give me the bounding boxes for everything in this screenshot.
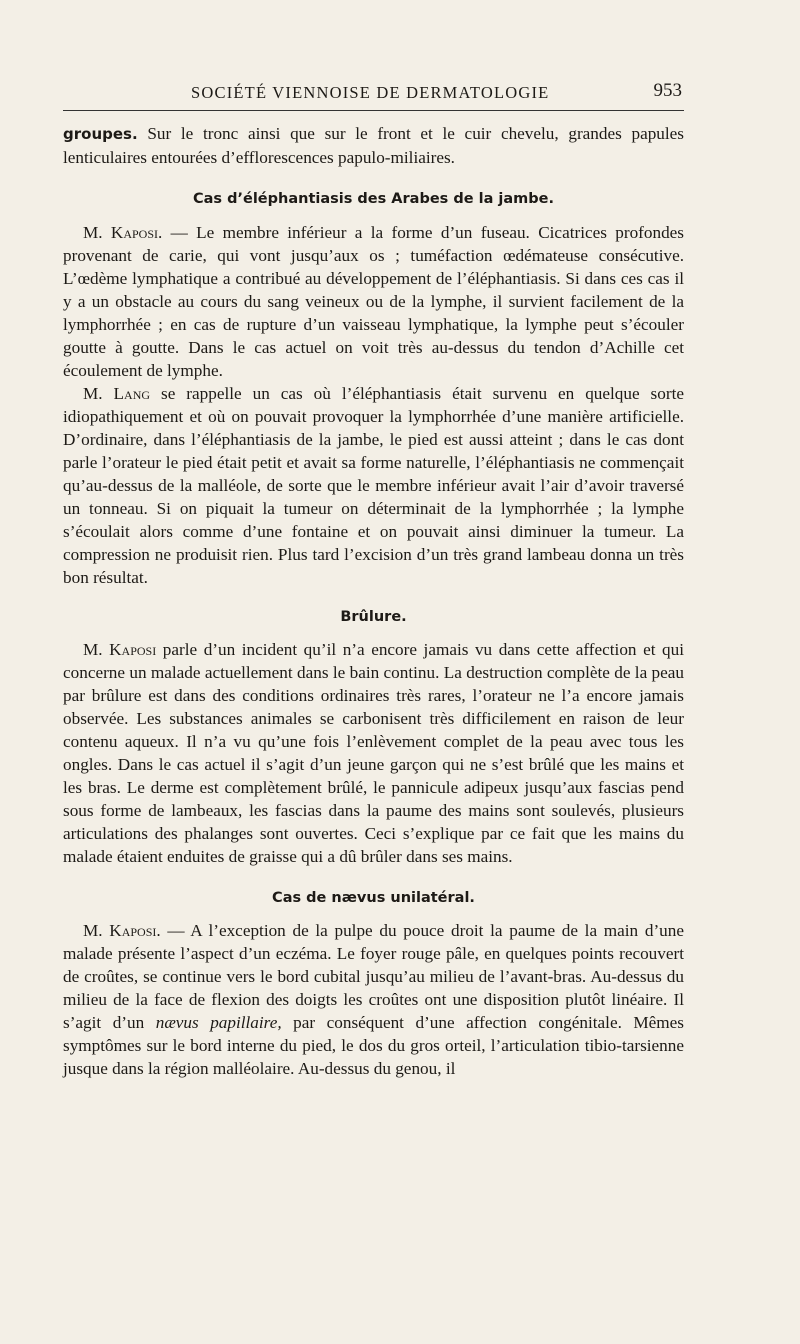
paragraph-text: se rappelle un cas où l’éléphantiasis était survenu en quelque sorte idiopathiquement et où on pouvait provoquer la lymphorrhée d’une manière artificielle. D’ordinaire, dans l’éléphantiasis de la jambe, le pied est aussi atteint ; dans le cas dont parle l’orateur le pied était petit et avait sa forme naturelle, l’éléphantiasis ne commençait qu’au-dessus de la malléole, de sorte que le membre inférieur avait l’air d’avoir traversé un tonneau. Si on piquait la tumeur on déterminait de la lymphorrhée ; la lymphe s’écoulait alors comme d’une fontaine et on pouvait ainsi diminuer la tumeur. La compression ne produisit rien. Plus tard l’excision d’un très grand lambeau donna un très bon résultat.	[63, 384, 684, 587]
running-title: SOCIÉTÉ VIENNOISE DE DERMATOLOGIE	[191, 83, 550, 102]
paragraph-text: — Le membre inférieur a la forme d’un fuseau. Cicatrices profondes provenant de carie, qui vont jusqu’aux os ; tuméfaction œdémateuse consécutive. L’œdème lymphatique a contribué au développement de l’éléphantiasis. Si dans ces cas il y a un obstacle au cours du sang veineux ou de la lymphe, il survient facilement de la lymphorrhée ; en cas de rupture d’un vaisseau lymphatique, la lymphe peut s’écouler goutte à goutte. Dans le cas actuel on voit très au-dessus du tendon d’Achille cet écoulement de lymphe.	[63, 223, 684, 380]
paragraph-lang-elephantiasis	[63, 382, 684, 589]
body-text	[63, 122, 684, 1080]
paragraph-kaposi-naevus	[63, 919, 684, 1080]
intro-text: Sur le tronc ainsi que sur le front et le cuir chevelu, grandes papules lenticulaires entourées d’efflorescences papulo-miliaires.	[63, 124, 684, 167]
speaker-prefix: M.	[83, 640, 110, 659]
speaker-name: Kaposi	[109, 640, 157, 659]
speaker-name: Kaposi.	[110, 223, 163, 242]
speaker-name: Lang	[113, 384, 151, 403]
section-heading-brulure: Brûlure.	[340, 609, 407, 625]
section-heading-naevus: Cas de nævus unilatéral.	[272, 890, 475, 906]
speaker-prefix: M.	[83, 384, 114, 403]
page-number: 953	[653, 80, 682, 101]
intro-bold-word: groupes.	[63, 125, 138, 143]
paragraph-text-continued: par conséquent d’une affection congénitale. Mêmes symptômes sur le bord interne du pied, le dos du gros orteil, l’articulation tibio-tarsienne jusque dans la région malléolaire. Au-dessus du genou, il	[63, 1013, 684, 1078]
intro-paragraph	[63, 122, 684, 169]
italic-term: nævus papillaire,	[155, 1013, 282, 1032]
running-head	[63, 80, 684, 111]
speaker-name: Kaposi.	[109, 921, 161, 940]
paragraph-kaposi-elephantiasis	[63, 221, 684, 382]
section-heading-elephantiasis: Cas d’éléphantiasis des Arabes de la jambe.	[193, 191, 554, 207]
paragraph-text: parle d’un incident qu’il n’a encore jamais vu dans cette affection et qui concerne un malade actuellement dans le bain continu. La destruction complète de la peau par brûlure est dans des conditions ordinaires très rares, l’orateur ne l’a encore jamais observée. Les substances animales se carbonisent très difficilement en raison de leur contenu aqueux. Il n’a vu qu’une fois l’enlèvement complet de la peau avec tous les ongles. Dans le cas actuel il s’agit d’un jeune garçon qui ne s’est brûlé que les mains et les bras. Le derme est complètement brûlé, le pannicule adipeux jusqu’aux fascias pend sous forme de lambeaux, les fascias dans la paume des mains sont soulevés, plusieurs articulations des phalanges sont ouvertes. Ceci s’explique par ce fait que les mains du malade étaient enduites de graisse qui a dû brûler dans ses mains.	[63, 640, 684, 866]
book-page	[63, 80, 684, 1080]
speaker-prefix: M.	[83, 921, 110, 940]
speaker-prefix: M.	[83, 223, 111, 242]
paragraph-kaposi-brulure	[63, 638, 684, 868]
paragraph-text: — A l’exception de la pulpe du pouce droit la paume de la main d’une malade présente l’aspect d’un eczéma. Le foyer rouge pâle, en quelques points recouvert de croûtes, se continue vers le bord cubital jusqu’au milieu de l’avant-bras. Au-dessus du milieu de la face de flexion des doigts les croûtes ont une disposition plutôt linéaire. Il s’agit d’un	[63, 921, 684, 1032]
